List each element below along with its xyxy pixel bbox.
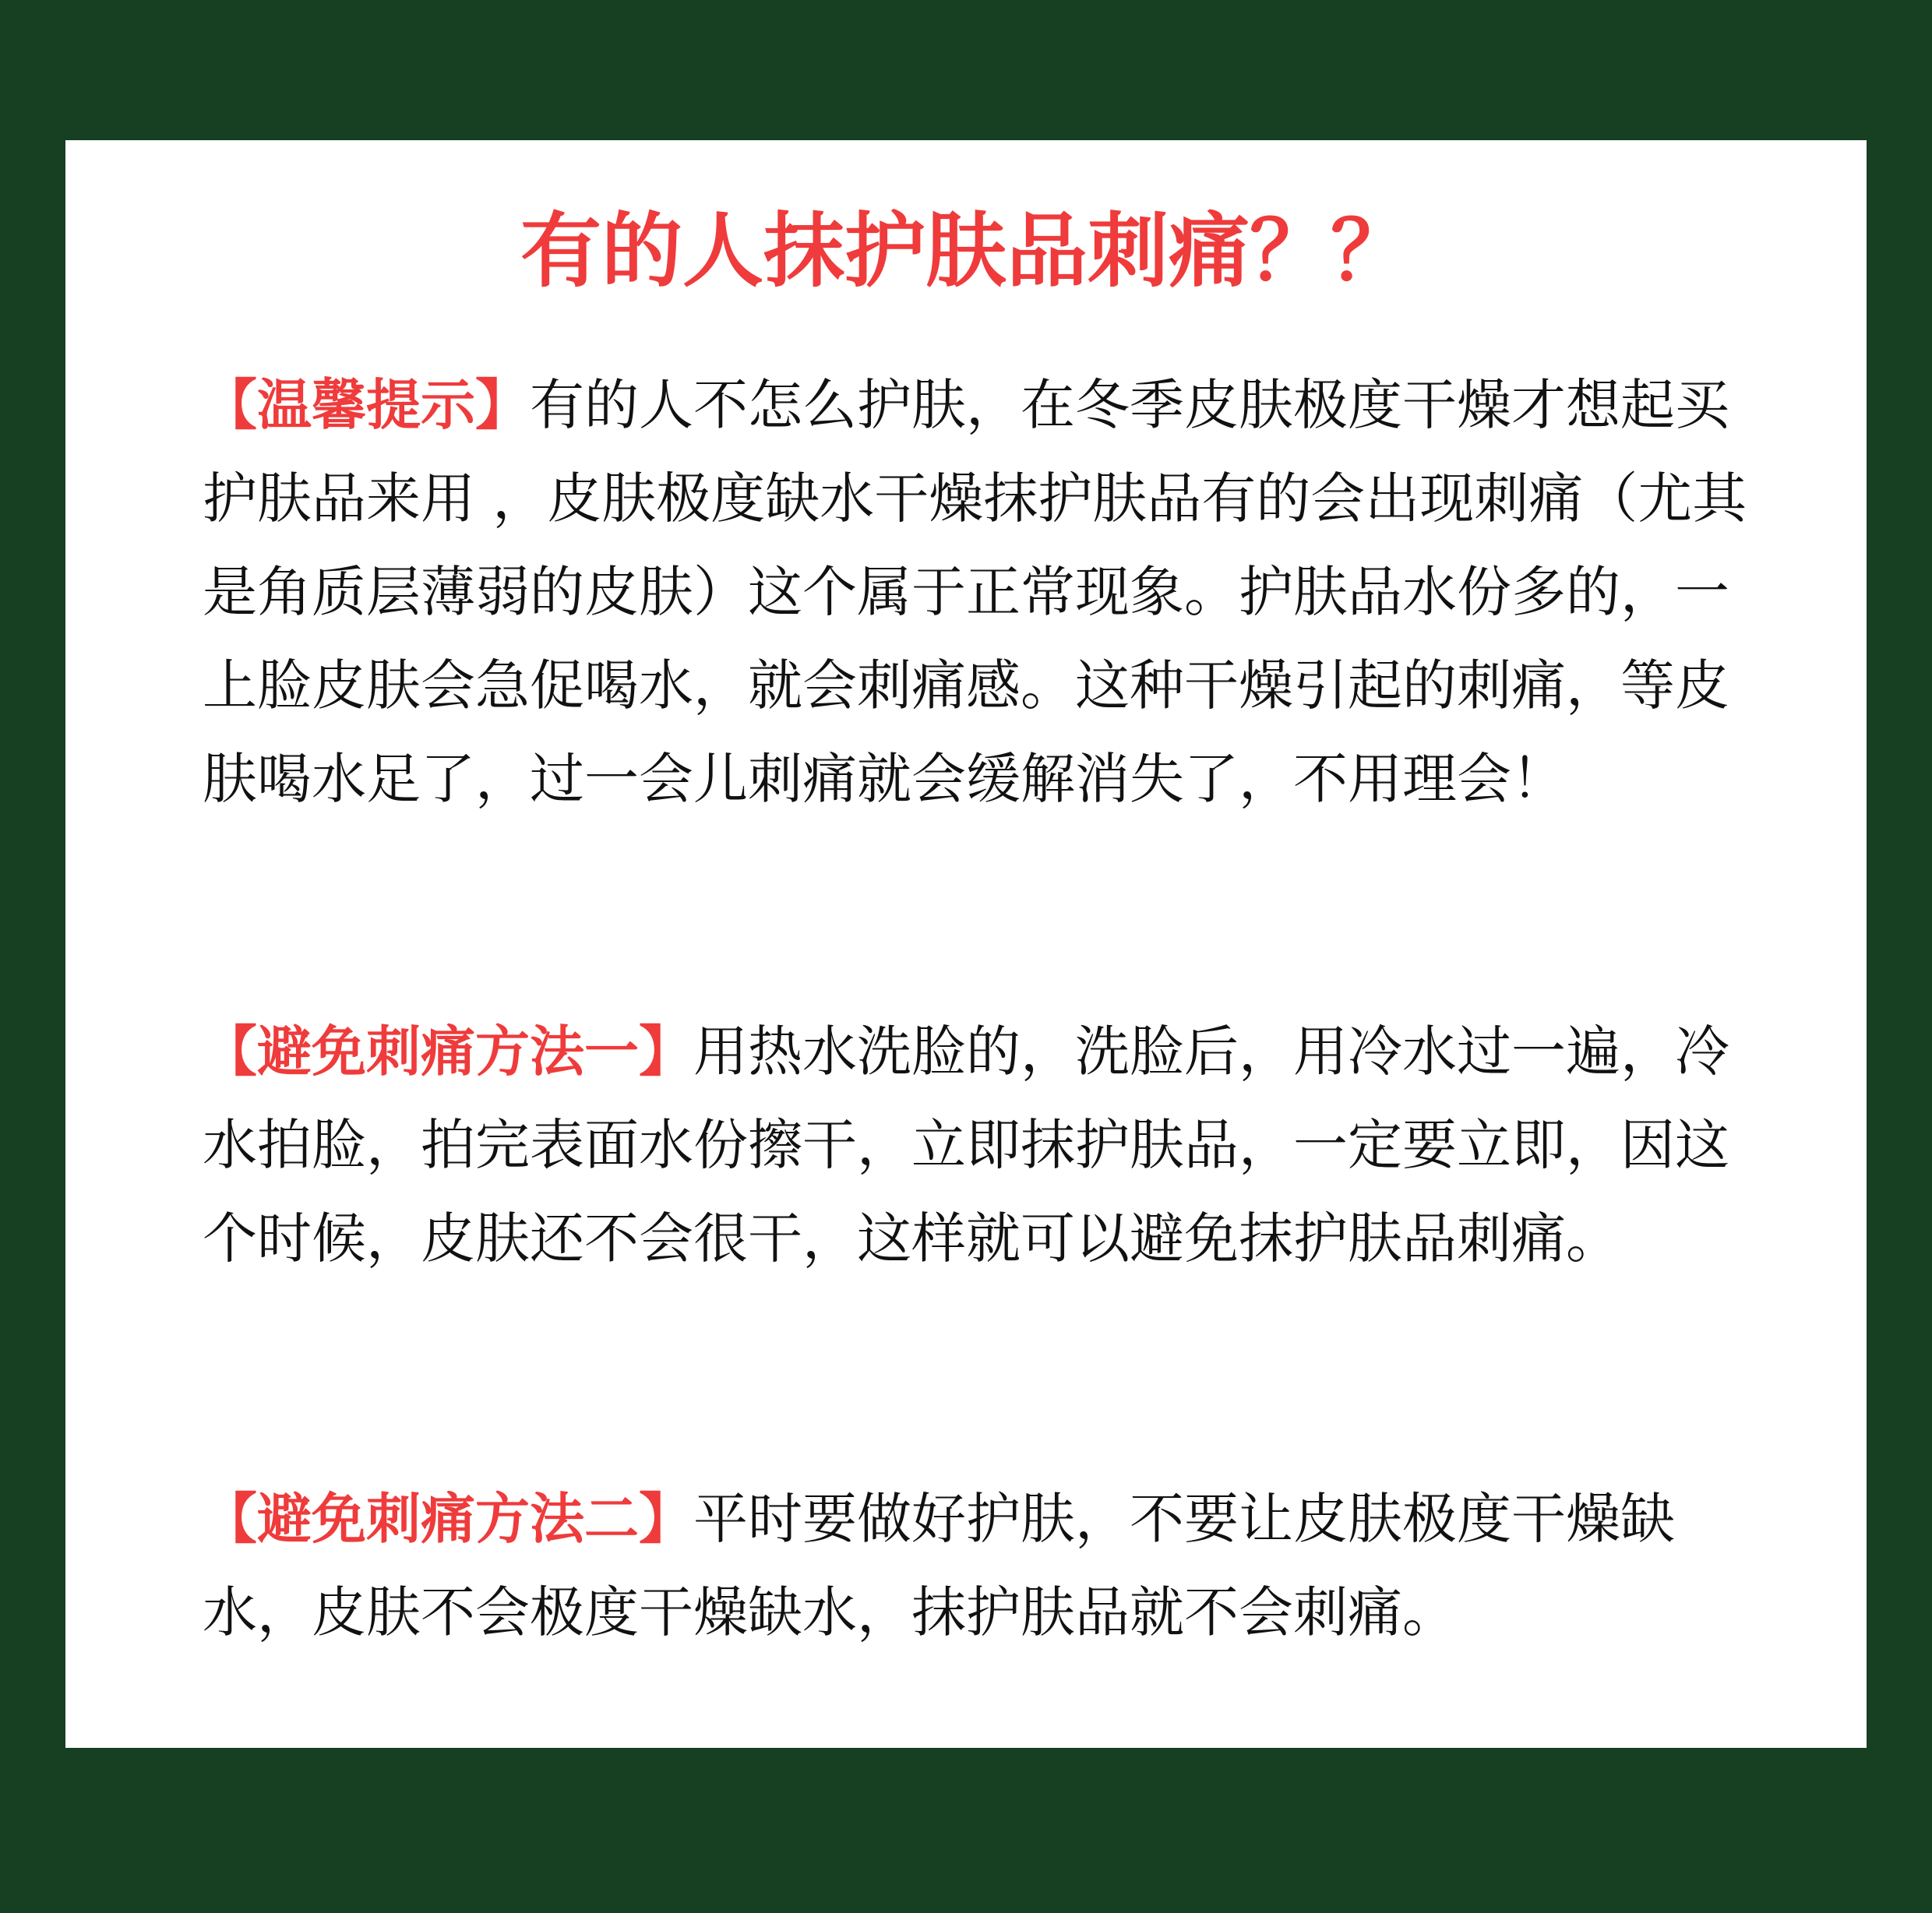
method-two-section: [203, 1472, 1761, 1659]
tip-tag: 【温馨提示】: [203, 373, 530, 437]
tip-section: [203, 358, 1761, 826]
tip-text: 有的人不怎么护肤，在冬季皮肤极度干燥才想起买护肤品来用 ，皮肤极度缺水干燥抹护肤品有的会出现刺痛（尤其是角质层薄弱的皮肤）这个属于正常现象。护肤品水份多的，一上脸皮肤会急促喝水，就会刺痛感。这种干燥引起的刺痛，等皮肤喝水足了，过一会儿刺痛就会缓解消失了，不用理会！: [203, 373, 1747, 811]
method-one-text: 用热水洗脸的，洗脸后，用冷水过一遍，冷水拍脸，拍完表面水份擦干，立即抹护肤品，一定要立即，因这个时候，皮肤还不会很干，这样就可以避免抹护肤品刺痛。: [203, 1020, 1729, 1270]
method-two-tag: 【避免刺痛方法二】: [203, 1487, 693, 1551]
method-one-tag: 【避免刺痛方法一】: [203, 1020, 693, 1083]
method-two-text: 平时要做好护肤，不要让皮肤极度干燥缺水，皮肤不会极度干燥缺水，抹护肤品就不会刺痛。: [203, 1487, 1675, 1644]
page-title: 有的人抹护肤品刺痛？？: [520, 203, 1412, 298]
content-card: [65, 140, 1867, 1748]
method-one-section: [203, 1005, 1761, 1285]
